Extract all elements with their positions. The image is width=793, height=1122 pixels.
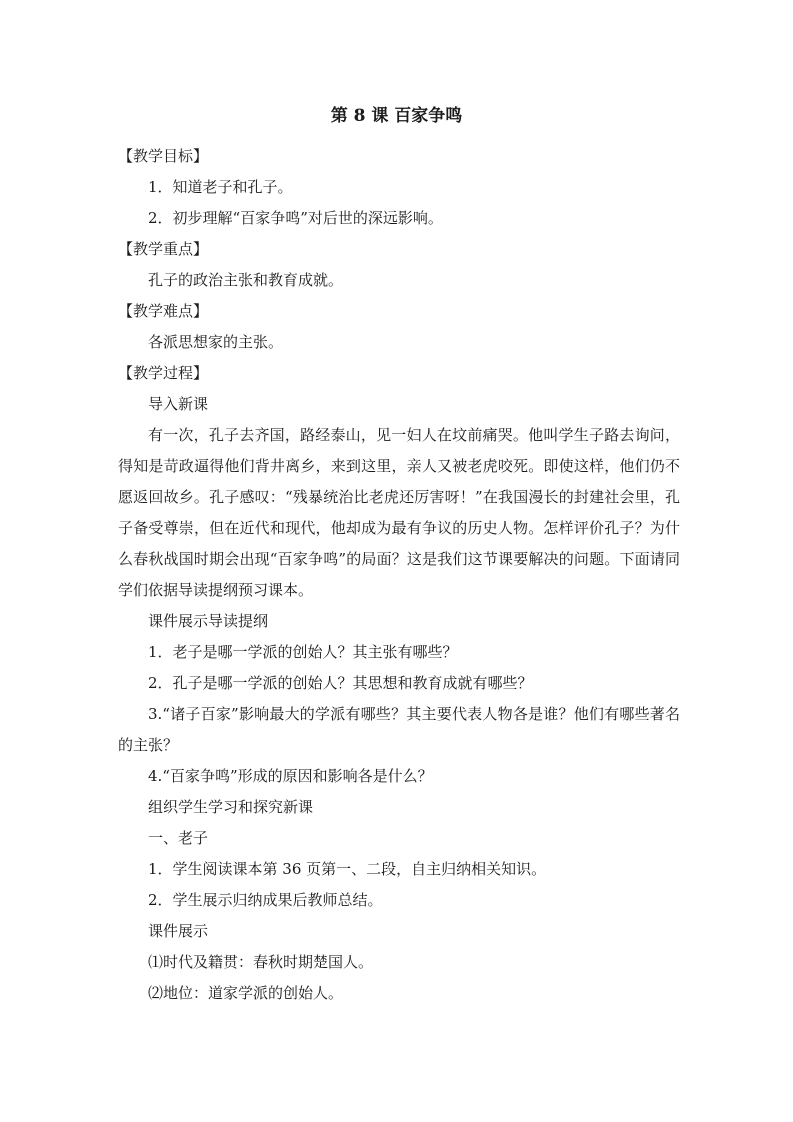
lesson-title: 第 8 课 百家争鸣: [330, 106, 463, 126]
laozi-step-2: 2．学生展示归纳成果后教师总结。: [148, 891, 383, 909]
lesson-body: [118, 141, 680, 1009]
laozi-step-1: 1．学生阅读课本第 36 页第一、二段，自主归纳相关知识。: [148, 860, 547, 878]
laozi-fact-2: ⑵地位：道家学派的创始人。: [148, 984, 344, 1002]
subheading-new-lesson: 组织学生学习和探究新课: [148, 798, 314, 816]
intro-paragraph: 有一次，孔子去齐国，路经泰山，见一妇人在坟前痛哭。他叫学生子路去询问，得知是苛政逼得他们背井离乡，来到这里，亲人又被老虎咬死。即使这样，他们仍不愿返回故乡。孔子感叹：“残暴统治比老虎还厉害呀！”在我国漫长的封建社会里，孔子备受尊崇，但在近代和现代，他却成为最有争议的历史人物。怎样评价孔子？为什么春秋战国时期会出现“百家争鸣”的局面？这是我们这节课要解决的问题。下面请同学们依据导读提纲预习课本。: [118, 426, 680, 599]
subheading-guide-outline: 课件展示导读提纲: [148, 612, 269, 630]
guide-question-3: 3.“诸子百家”影响最大的学派有哪些？其主要代表人物各是谁？他们有哪些著名的主张？: [118, 705, 680, 754]
subheading-courseware: 课件展示: [148, 922, 209, 940]
difficulty-text: 各派思想家的主张。: [148, 333, 284, 351]
section-heading-difficulties: 【教学难点】: [118, 302, 209, 320]
guide-question-1: 1．老子是哪一学派的创始人？其主张有哪些？: [148, 643, 458, 661]
section-heading-key-points: 【教学重点】: [118, 240, 209, 258]
laozi-fact-1: ⑴时代及籍贯：春秋时期楚国人。: [148, 953, 374, 971]
section-laozi: 一、老子: [148, 829, 209, 847]
guide-question-4: 4.“百家争鸣”形成的原因和影响各是什么？: [148, 767, 433, 785]
objective-item-2: 2．初步理解“百家争鸣”对后世的深远影响。: [148, 209, 443, 227]
key-point-text: 孔子的政治主张和教育成就。: [148, 271, 344, 289]
section-heading-process: 【教学过程】: [118, 364, 209, 382]
section-heading-objectives: 【教学目标】: [118, 147, 209, 165]
objective-item-1: 1．知道老子和孔子。: [148, 178, 293, 196]
guide-question-2: 2．孔子是哪一学派的创始人？其思想和教育成就有哪些？: [148, 674, 533, 692]
subheading-introduction: 导入新课: [148, 395, 209, 413]
